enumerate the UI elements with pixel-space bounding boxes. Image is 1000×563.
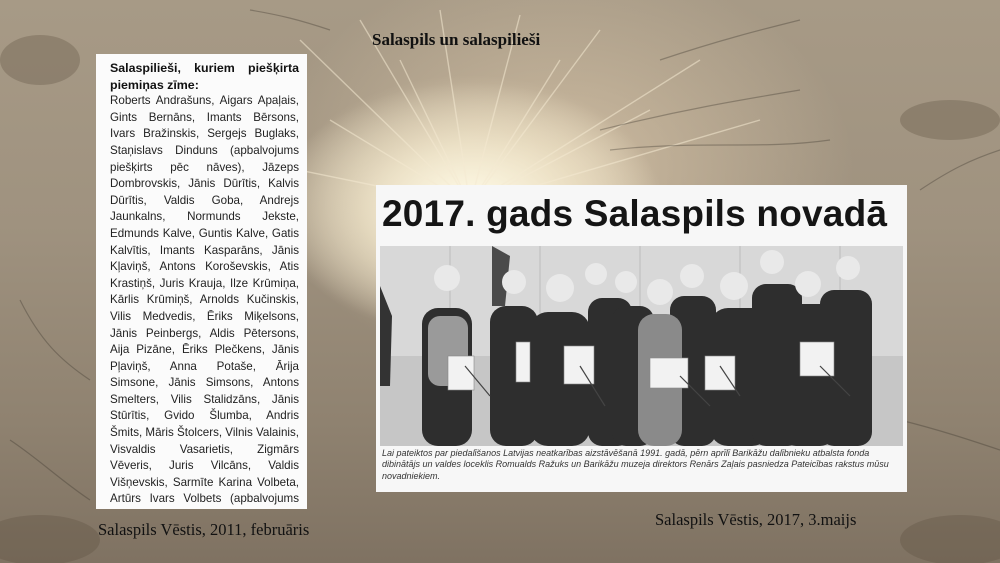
- clipping-body-text: Roberts Andrašuns, Aigars Apaļais, Gints Bernāns, Imants Bērsons, Ivars Bražinskis, Sergejs Buglaks, Staņislavs Dinduns (apbalvojums piešķirts pēc nāves), Jāzeps Dombrovskis, Jānis Dūrītis, Kalvis Dūrītis, Valdis Goba, Andrejs Jaunkalns, Normunds Jekste, Edmunds Kalve, Guntis Kalve, Gatis Kalvītis, Imants Kasparāns, Jānis Kļaviņš, Antons Koroševskis, Atis Krastiņš, Juris Krauja, Ilze Krūmiņa, Kārlis Krūmiņš, Arnolds Kučinskis, Vilis Medvedis, Ēriks Miķelsons, Jānis Peinbergs, Aldis Pētersons, Aija Pizāne, Ēriks Plečkens, Jānis Pļaviņš, Anna Potaše, Ārija Simsone, Jānis Simsons, Antons Smelters, Vilis Stalidzāns, Jānis Stūrītis, Gvido Šlumba, Andris Šmits, Māris Štolcers, Vilnis Valainis, Visvaldis Vasarietis, Zigmārs Vēveris, Juris Vilcāns, Valdis Višņevskis, Sarmīte Karina Volbeta, Artūrs Ivars Volbets (apbalvojums: [110, 94, 299, 506]
- article-headline: 2017. gads Salaspils novadā: [382, 193, 888, 234]
- clipping-title: Salaspilieši, kuriem piešķirta piemiņas zīme:: [110, 61, 299, 92]
- source-label-2017: Salaspils Vēstis, 2017, 3.maijs: [655, 510, 857, 529]
- newspaper-clipping-2017: [376, 185, 907, 492]
- photo-caption: Lai pateiktos par piedalīšanos Latvijas neatkarības aizstāvēšanā 1991. gadā, pērn aprīlī Barikāžu dalībnieku atbalsta fonda dibinātājs un valdes loceklis Romualds Ražuks un Barikāžu muzeja direktors Renārs Zaļais pasniedza Pateicības rakstus mūsu novadniekiem.: [382, 448, 889, 481]
- clipping-names-list: [110, 93, 299, 509]
- group-photo: [380, 246, 903, 446]
- slide-heading: Salaspils un salaspilieši: [372, 30, 541, 49]
- newspaper-clipping-2011: [96, 54, 307, 509]
- source-label-2011: Salaspils Vēstis, 2011, februāris: [98, 520, 310, 539]
